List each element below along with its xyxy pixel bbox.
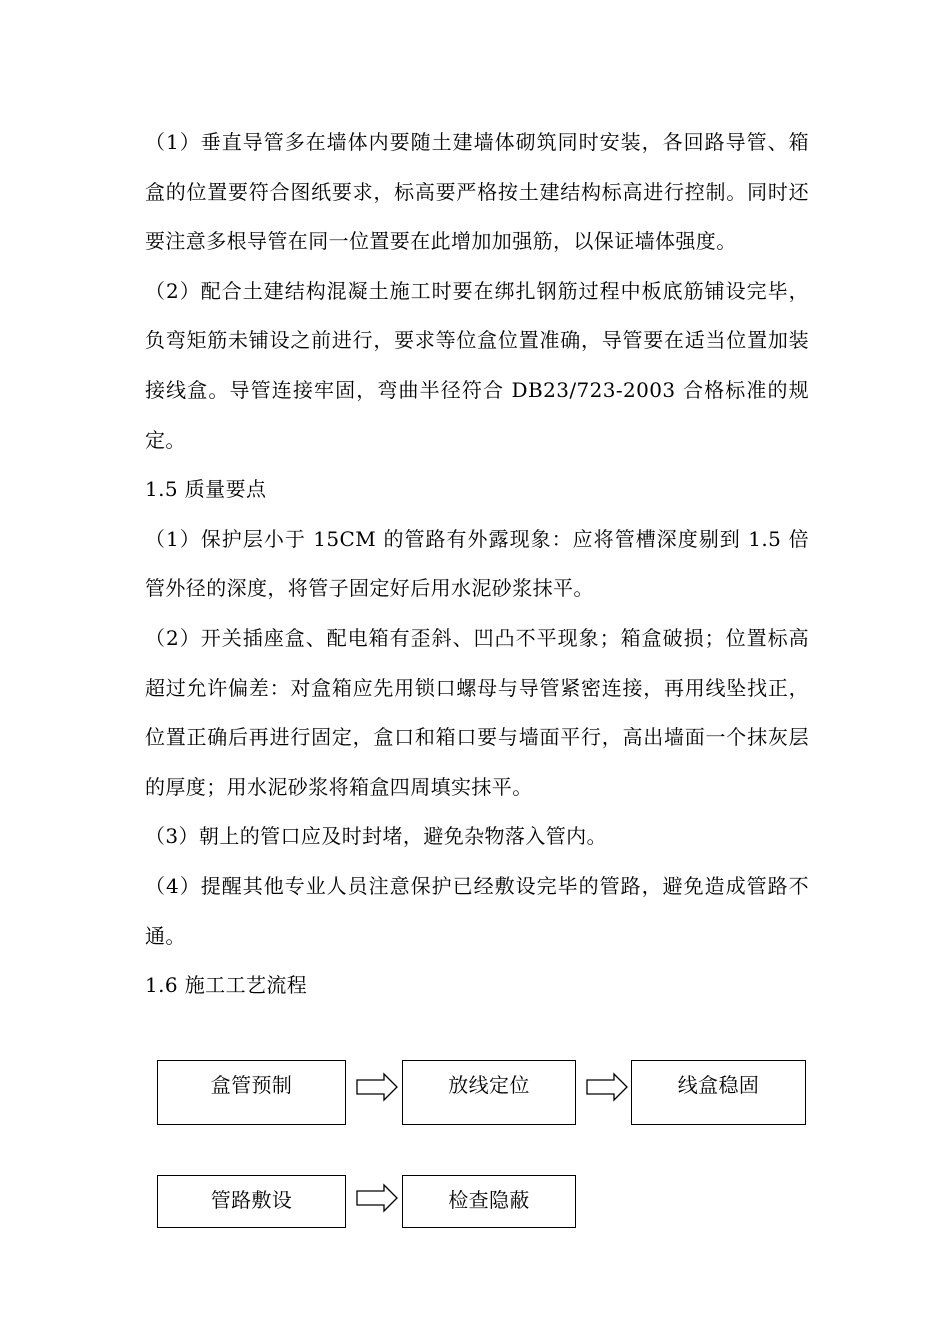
paragraph-pipe-opening-seal: （3）朝上的管口应及时封堵，避免杂物落入管内。	[145, 824, 607, 849]
right-hollow-arrow-icon	[356, 1183, 398, 1213]
paragraph-protective-layer: （1）保护层小于 15CM 的管路有外露现象：应将管槽深度剔到 1.5 倍管外径的深度，将管子固定好后用水泥砂浆抹平。	[145, 526, 809, 601]
section-heading-process-flow: 1.6 施工工艺流程	[145, 973, 308, 998]
paragraph-box-alignment: （2）开关插座盒、配电箱有歪斜、凹凸不平现象；箱盒破损；位置标高超过允许偏差：对盒箱应先用锁口螺母与导管紧密连接，再用线坠找正，位置正确后再进行固定，盒口和箱口要与墙面平行，高出墙面一个抹灰层的厚度；用水泥砂浆将箱盒四周填实抹平。	[145, 625, 809, 799]
paragraph-protect-pipes: （4）提醒其他专业人员注意保护已经敷设完毕的管路，避免造成管路不通。	[145, 873, 809, 948]
flow-step-box-5: 检查隐蔽	[402, 1175, 576, 1228]
flow-step-box-2: 放线定位	[402, 1060, 576, 1125]
flow-step-box-4: 管路敷设	[157, 1175, 346, 1228]
flow-step-box-1: 盒管预制	[157, 1060, 346, 1125]
section-heading-quality-points: 1.5 质量要点	[145, 477, 267, 502]
flow-step-box-3: 线盒稳固	[631, 1060, 806, 1125]
right-hollow-arrow-icon	[356, 1072, 398, 1102]
right-hollow-arrow-icon	[586, 1072, 628, 1102]
paragraph-concrete-cooperation: （2）配合土建结构混凝土施工时要在绑扎钢筋过程中板底筋铺设完毕，负弯矩筋未铺设之前进行，要求等位盒位置准确，导管要在适当位置加装接线盒。导管连接牢固，弯曲半径符合 DB23/723-2003 合格标准的规定。	[145, 278, 809, 452]
paragraph-vertical-conduit: （1）垂直导管多在墙体内要随土建墙体砌筑同时安装，各回路导管、箱盒的位置要符合图纸要求，标高要严格按土建结构标高进行控制。同时还要注意多根导管在同一位置要在此增加加强筋，以保证墙体强度。	[145, 130, 809, 254]
